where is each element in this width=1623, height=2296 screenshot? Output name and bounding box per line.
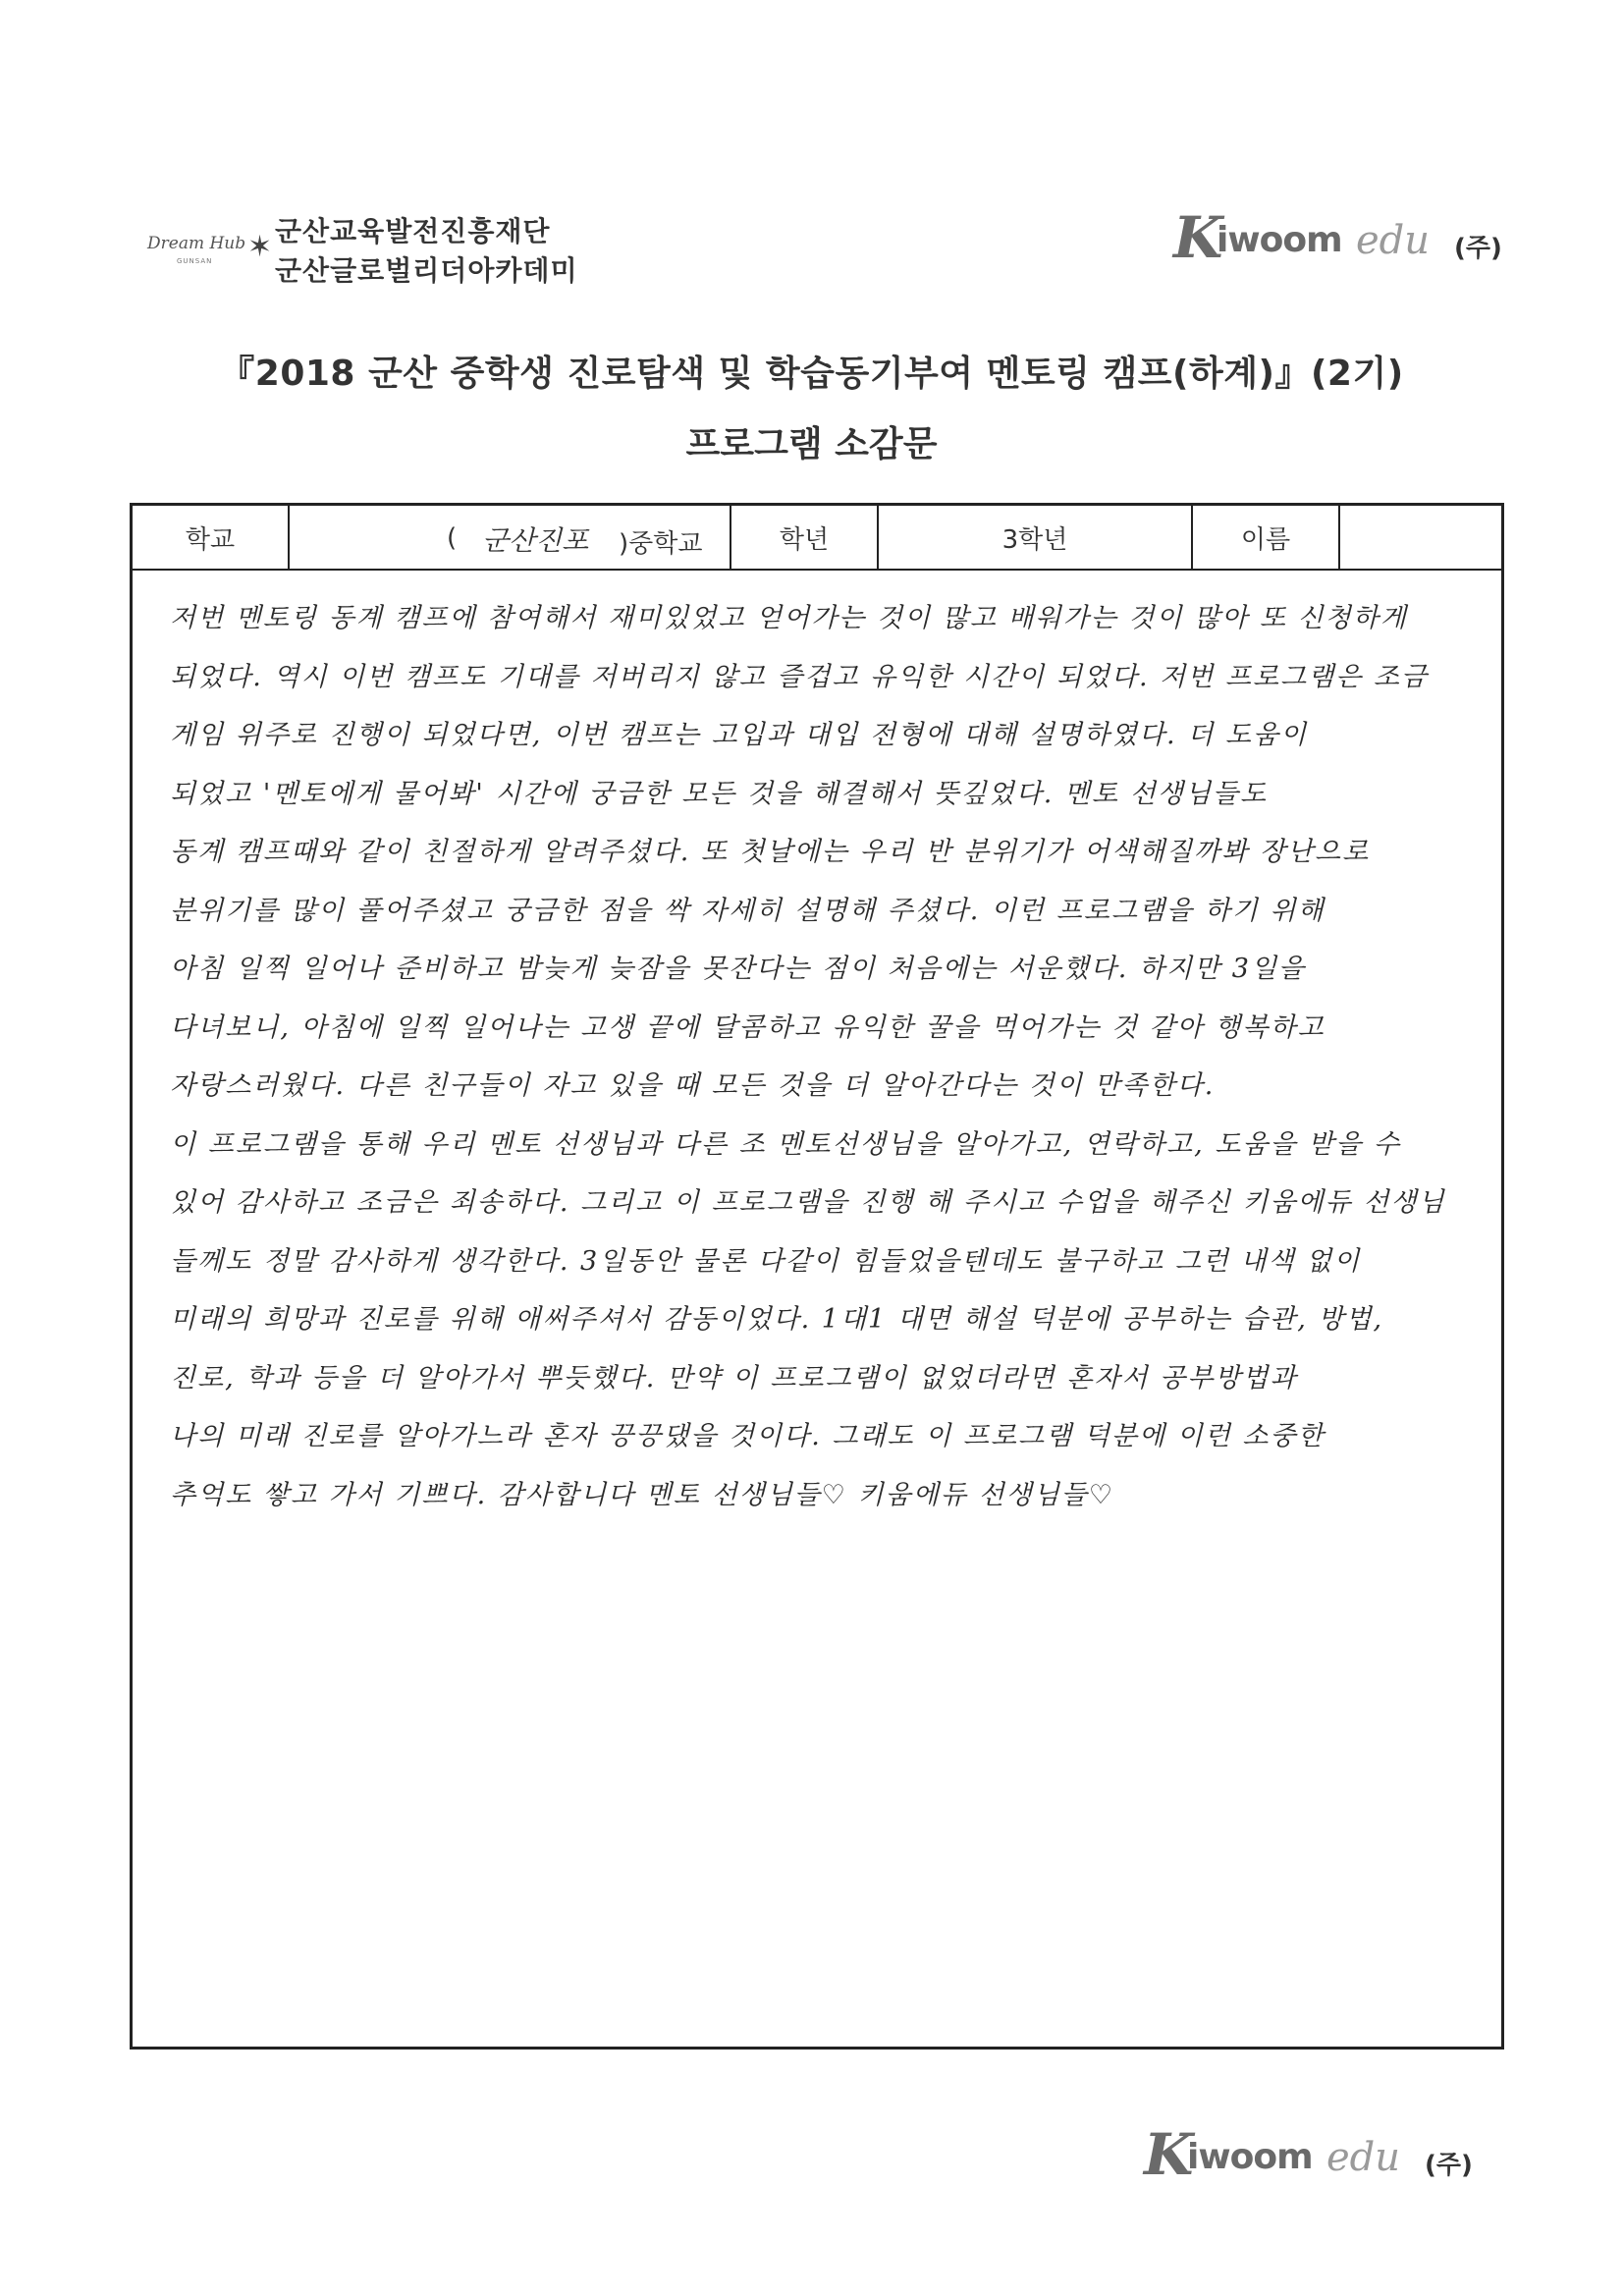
- footer-logo-suffix: (주): [1425, 2151, 1473, 2180]
- document-subtitle: 프로그램 소감문: [685, 424, 938, 465]
- grade-value-text: 3학년: [1001, 524, 1068, 555]
- essay-body: [170, 589, 1476, 1524]
- kiwoom-logo-k: K: [1173, 204, 1223, 271]
- school-suffix: )중학교: [619, 529, 703, 559]
- kiwoom-logo-edu: edu: [1356, 218, 1431, 263]
- essay-line: 이 프로그램을 통해 우리 멘토 선생님과 다른 조 멘토선생님을 알아가고, 연락하고, 도움을 받을 수: [170, 1128, 1401, 1160]
- essay-line: 아침 일찍 일어나 준비하고 밤늦게 늦잠을 못잔다는 점이 처음에는 서운했다. 하지만 3일을: [170, 954, 1307, 984]
- footer-kiwoom-edu-logo: [1144, 2121, 1497, 2192]
- essay-line: 있어 감사하고 조금은 죄송하다. 그리고 이 프로그램을 진행 해 주시고 수업을 해주신 키움에듀 선생님: [170, 1187, 1446, 1218]
- name-value: [1340, 506, 1501, 569]
- grade-label-text: 학년: [779, 524, 830, 555]
- dream-hub-logo-text: Dream Hub: [147, 234, 246, 253]
- essay-line: 분위기를 많이 풀어주셨고 궁금한 점을 싹 자세히 설명해 주셨다. 이런 프로그램을 하기 위해: [170, 895, 1325, 926]
- essay-form: [130, 503, 1504, 2050]
- footer-logo-k: K: [1144, 2121, 1194, 2188]
- name-label-text: 이름: [1240, 524, 1291, 555]
- essay-line: 저번 멘토링 동계 캠프에 참여해서 재미있었고 얻어가는 것이 많고 배워가는 것이 많아 또 신청하게: [170, 603, 1408, 633]
- essay-line: 미래의 희망과 진로를 위해 애써주셔서 감동이었다. 1대1 대면 해설 덕분에 공부하는 습관, 방법,: [170, 1304, 1384, 1335]
- essay-line: 추억도 쌓고 가서 기쁘다. 감사합니다 멘토 선생님들♡ 키움에듀 선생님들♡: [170, 1479, 1115, 1510]
- essay-line: 게임 위주로 진행이 되었다면, 이번 캠프는 고입과 대입 전형에 대해 설명하였다. 더 도움이: [170, 720, 1309, 750]
- kiwoom-logo-suffix: (주): [1454, 234, 1502, 263]
- foundation-logo: [147, 206, 578, 295]
- essay-line: 나의 미래 진로를 알아가느라 혼자 끙끙댔을 것이다. 그래도 이 프로그램 덕분에 이런 소중한: [170, 1421, 1325, 1451]
- grade-value: [879, 506, 1193, 569]
- essay-line: 자랑스러웠다. 다른 친구들이 자고 있을 때 모든 것을 더 알아간다는 것이 만족한다.: [170, 1070, 1216, 1101]
- footer-logo-word: iwoom: [1187, 2137, 1313, 2177]
- essay-line: 진로, 학과 등을 더 알아가서 뿌듯했다. 만약 이 프로그램이 없었더라면 혼자서 공부방법과: [170, 1362, 1298, 1394]
- name-label: [1193, 506, 1340, 569]
- school-label: [133, 506, 290, 569]
- essay-line: 다녀보니, 아침에 일찍 일어나는 고생 끝에 달콤하고 유익한 꿀을 먹어가는 것 같아 행복하고: [170, 1011, 1325, 1043]
- academy-name: 군산글로벌리더아카데미: [275, 254, 578, 287]
- essay-line: 동계 캠프때와 같이 친절하게 알려주셨다. 또 첫날에는 우리 반 분위기가 어색해질까봐 장난으로: [170, 837, 1371, 867]
- info-row: [133, 506, 1501, 571]
- school-name-handwritten: 군산진포: [482, 524, 589, 557]
- essay-line: 들께도 정말 감사하게 생각한다. 3일동안 물론 다같이 힘들었을텐데도 불구하고 그런 내색 없이: [170, 1245, 1362, 1277]
- footer-logo-edu: edu: [1326, 2135, 1401, 2180]
- document-title: 『2018 군산 중학생 진로탐색 및 학습동기부여 멘토링 캠프(하계)』(2기): [219, 354, 1404, 394]
- grade-label: [731, 506, 879, 569]
- essay-line: 되었고 '멘토에게 물어봐' 시간에 궁금한 모든 것을 해결해서 뜻깊었다. 멘토 선생님들도: [170, 778, 1269, 809]
- school-value-cell: [290, 506, 731, 569]
- school-paren-open: (: [447, 523, 458, 553]
- star-icon: ✶: [247, 230, 273, 264]
- school-label-text: 학교: [185, 524, 236, 555]
- dream-hub-sub-text: GUNSAN: [177, 257, 213, 265]
- kiwoom-edu-logo: [1173, 204, 1507, 273]
- foundation-name: 군산교육발전진흥재단: [275, 215, 551, 247]
- kiwoom-logo-word: iwoom: [1217, 220, 1342, 260]
- essay-line: 되었다. 역시 이번 캠프도 기대를 저버리지 않고 즐겁고 유익한 시간이 되었다. 저번 프로그램은 조금: [170, 661, 1430, 692]
